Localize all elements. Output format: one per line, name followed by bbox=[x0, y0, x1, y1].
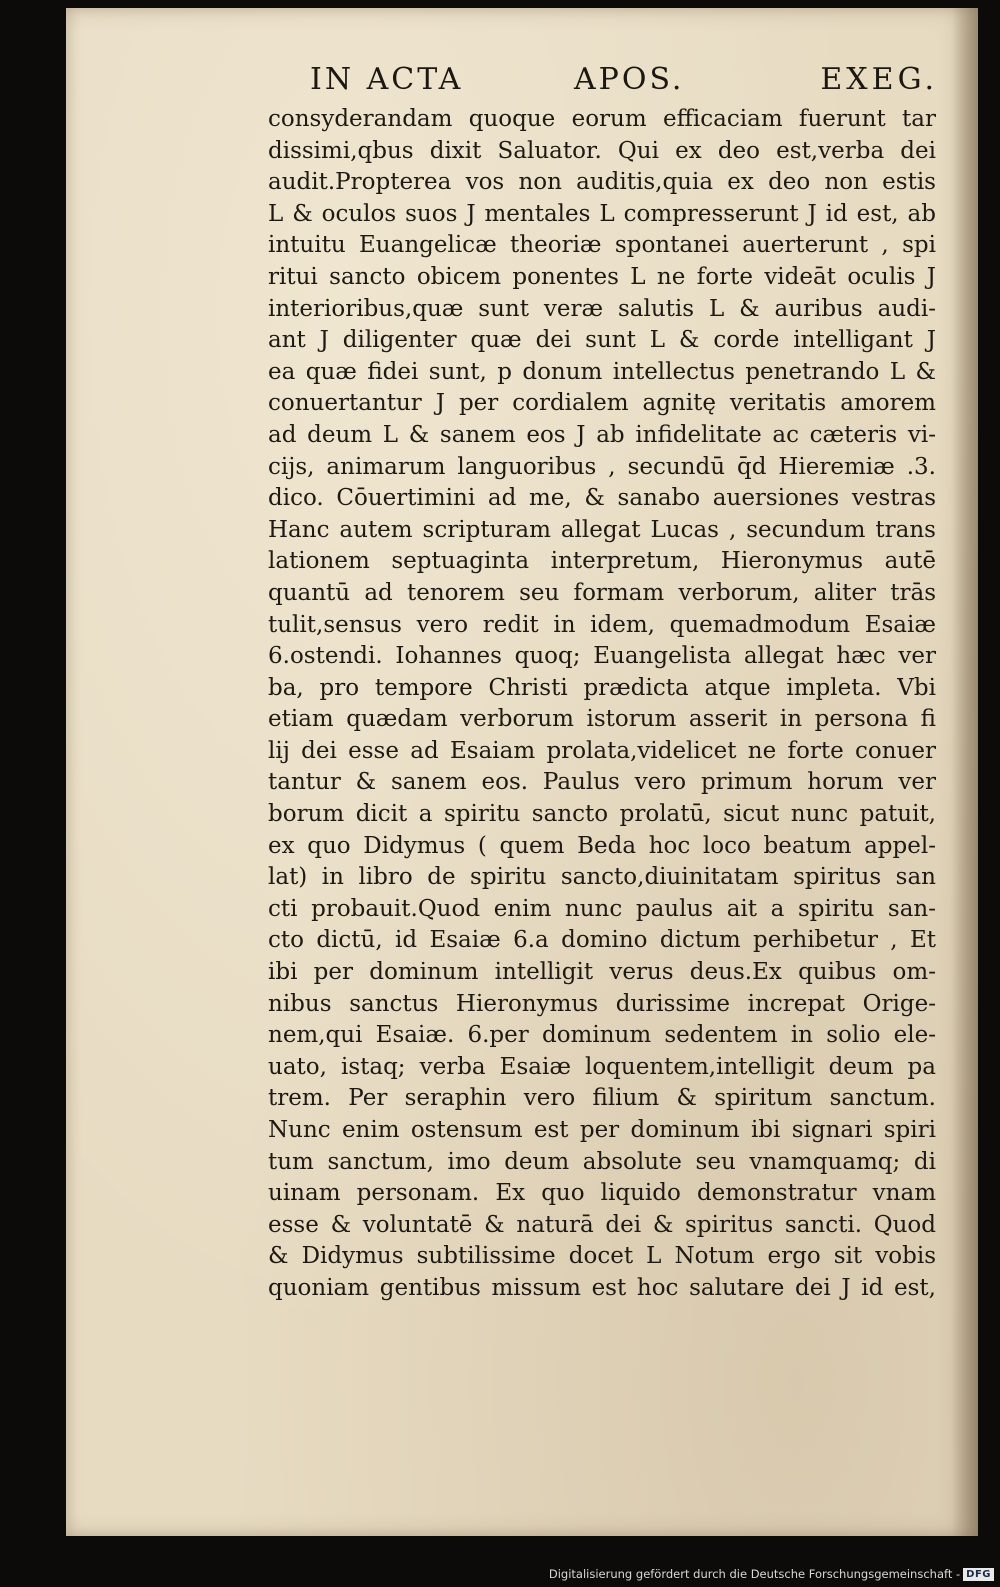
text-line: cto dictū, id Esaiæ 6.a domino dictum perhibetur , Et bbox=[268, 927, 936, 954]
text-line: borum dicit a spiritu sancto prolatū, sicut nunc patuit, bbox=[268, 801, 936, 828]
text-line: etiam quædam verborum istorum asserit in persona fi bbox=[268, 706, 936, 733]
running-head-middle: APOS. bbox=[574, 62, 685, 97]
running-head-folio: EXEG. bbox=[820, 62, 938, 97]
text-line: ad deum L & sanem eos J ab infidelitate ac cæteris vi- bbox=[268, 421, 936, 448]
text-line: 6.ostendi. Iohannes quoq; Euangelista allegat hæc ver bbox=[268, 643, 936, 670]
text-line: uato, istaq; verba Esaiæ loquentem,intelligit deum pa bbox=[268, 1053, 936, 1080]
text-line: Nunc enim ostensum est per dominum ibi signari spiri bbox=[268, 1117, 936, 1143]
text-line: lationem septuaginta interpretum, Hieronymus autē bbox=[268, 548, 936, 575]
text-line: tum sanctum, imo deum absolute seu vnamquamq; di bbox=[268, 1148, 936, 1175]
text-line: dissimi,qbus dixit Saluator. Qui ex deo est,verba dei bbox=[268, 137, 936, 164]
running-head-left: IN ACTA bbox=[310, 62, 464, 97]
text-line: ant J diligenter quæ dei sunt L & corde intelligant J bbox=[268, 327, 936, 354]
text-line: cti probauit.Quod enim nunc paulus ait a spiritu san- bbox=[268, 895, 936, 922]
text-line: ritui sancto obicem ponentes L ne forte videāt oculis J bbox=[268, 263, 936, 290]
dfg-logo: DFG bbox=[963, 1568, 994, 1581]
text-line: conuertantur J per cordialem agnitę veritatis amorem bbox=[268, 390, 936, 417]
text-line: tulit,sensus vero redit in idem, quemadmodum Esaiæ bbox=[268, 611, 936, 638]
text-line: Hanc autem scripturam allegat Lucas , secundum trans bbox=[268, 516, 936, 543]
text-line: uinam personam. Ex quo liquido demonstratur vnam bbox=[268, 1180, 936, 1207]
text-line: audit.Propterea vos non auditis,quia ex deo non estis bbox=[268, 169, 936, 196]
text-line: tantur & sanem eos. Paulus vero primum horum ver bbox=[268, 769, 936, 796]
page-gutter-shadow bbox=[952, 8, 978, 1536]
credit-text: Digitalisierung gefördert durch die Deutsche Forschungsgemeinschaft - bbox=[548, 1567, 961, 1581]
text-line: trem. Per seraphin vero filium & spiritum sanctum. bbox=[268, 1085, 936, 1112]
text-line: lat) in libro de spiritu sancto,diuinitatam spiritus san bbox=[268, 864, 936, 891]
text-line: ex quo Didymus ( quem Beda hoc loco beatum appel- bbox=[268, 832, 936, 859]
digitization-credit bbox=[549, 1565, 994, 1583]
text-line: quantū ad tenorem seu formam verborum, aliter trās bbox=[268, 579, 936, 606]
text-line: quoniam gentibus missum est hoc salutare dei J id est, bbox=[268, 1274, 936, 1301]
body-text bbox=[268, 104, 936, 1305]
text-line: intuitu Euangelicæ theoriæ spontanei auerterunt , spi bbox=[268, 232, 936, 259]
text-line: lij dei esse ad Esaiam prolata,videlicet ne forte conuer bbox=[268, 737, 936, 764]
text-line: dico. Cōuertimini ad me, & sanabo auersiones vestras bbox=[268, 485, 936, 512]
text-line: nem,qui Esaiæ. 6.per dominum sedentem in solio ele- bbox=[268, 1022, 936, 1049]
text-line: consyderandam quoque eorum efficaciam fuerunt tar bbox=[268, 106, 936, 132]
text-line: ibi per dominum intelligit verus deus.Ex quibus om- bbox=[268, 959, 936, 986]
text-line: & Didymus subtilissime docet L Notum ergo sit vobis bbox=[268, 1243, 936, 1270]
text-line: nibus sanctus Hieronymus durissime increpat Orige- bbox=[268, 990, 936, 1017]
text-line: ea quæ fidei sunt, p donum intellectus penetrando L & bbox=[268, 358, 936, 385]
text-line: cijs, animarum languoribus , secundū q̄d Hieremiæ .3. bbox=[268, 453, 936, 480]
text-line: esse & voluntatē & naturā dei & spiritus sancti. Quod bbox=[268, 1211, 936, 1238]
text-line: interioribus,quæ sunt veræ salutis L & auribus audi- bbox=[268, 295, 936, 322]
running-head bbox=[248, 62, 938, 106]
text-line: ba, pro tempore Christi prædicta atque impleta. Vbi bbox=[268, 674, 936, 701]
text-line: L & oculos suos J mentales L compresserunt J id est, ab bbox=[268, 200, 936, 227]
